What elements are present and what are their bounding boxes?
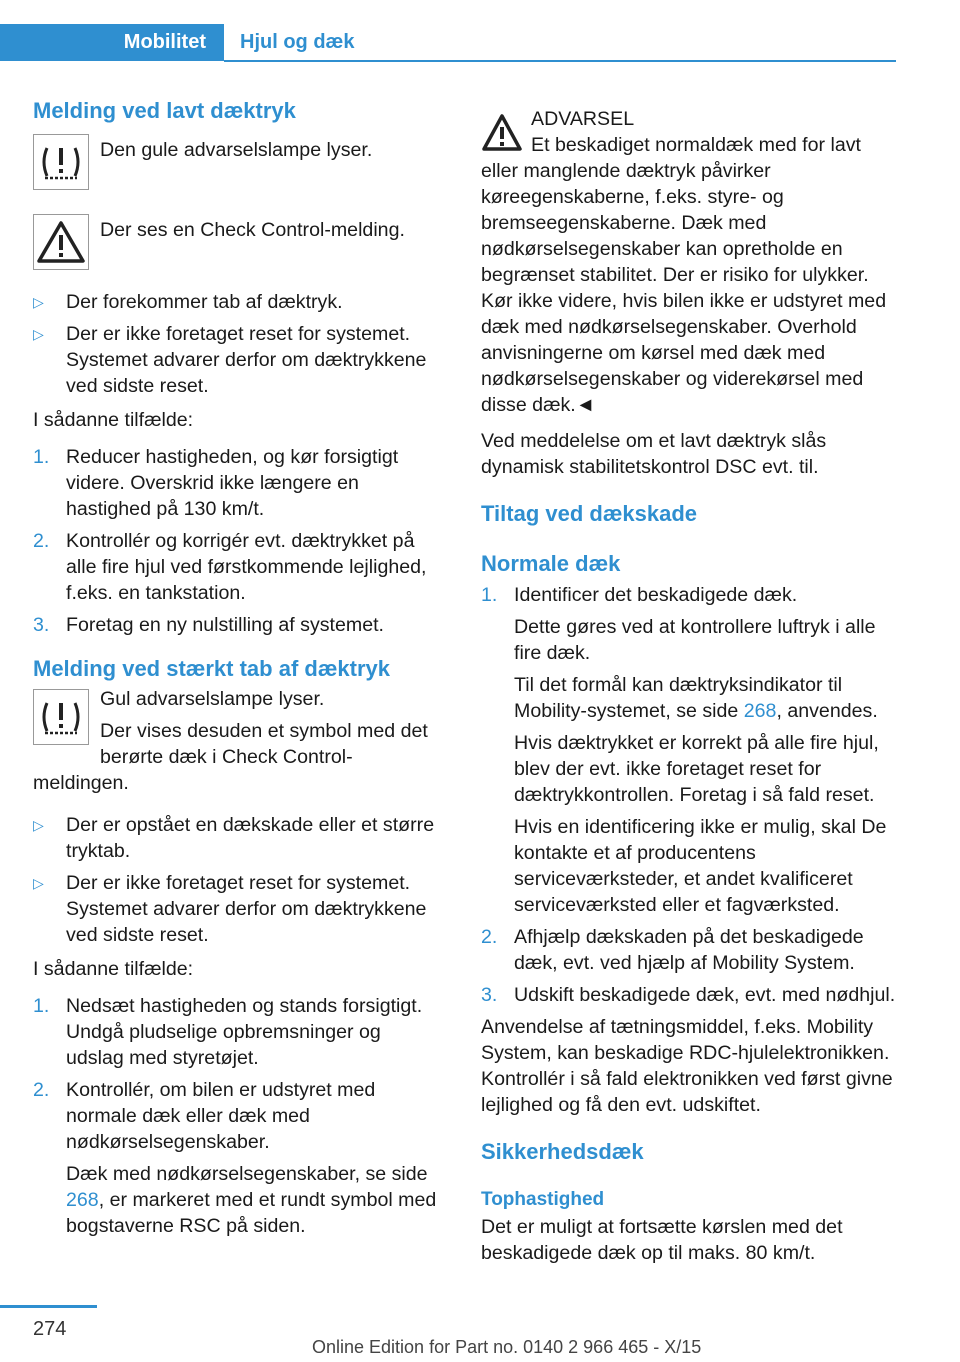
list-item: 1. Reducer hastigheden, og kør forsigtigt videre. Overskrid ikke længere en hastighed på 130 km/t. xyxy=(33,446,399,520)
bullet-arrow-icon: ▷ xyxy=(33,294,44,310)
warning-title: ADVARSEL xyxy=(531,108,635,130)
strong-icon-text1: Gul advarselslampe lyser. xyxy=(100,688,325,710)
list-item: 1. Nedsæt hastigheden og stands forsigtigt. Undgå pludselige opbremsninger og udslag med styretøjet. xyxy=(33,995,423,1069)
warning-triangle-icon xyxy=(481,112,523,154)
topspeed-text: Det er muligt at fortsætte kørslen med det beskadigede dæk op til maks. 80 km/t. xyxy=(481,1216,843,1264)
case-intro: I sådanne tilfælde: xyxy=(33,409,194,431)
list-item: 2. Afhjælp dækskaden på det beskadigede dæk, evt. ved hjælp af Mobility System. xyxy=(481,926,864,974)
list-item: ▷ Der er opstået en dækskade eller et større tryktab. xyxy=(33,814,435,862)
damage-steps-list xyxy=(481,582,896,1008)
heading-strong-loss: Melding ved stærkt tab af dæktryk xyxy=(33,656,390,681)
list-item: ▷ Der er ikke foretaget reset for systemet. Systemet advarer derfor om dæktrykkene ved sidste reset. xyxy=(33,323,427,397)
footer-divider xyxy=(0,1305,97,1308)
strong-steps-list xyxy=(33,993,443,1239)
heading-top-speed: Tophastighed xyxy=(481,1189,605,1210)
bullet-arrow-icon: ▷ xyxy=(33,817,44,833)
left-column xyxy=(33,96,443,1239)
list-item: 3. Foretag en ny nulstilling af systemet. xyxy=(33,614,385,636)
bullet-arrow-icon: ▷ xyxy=(33,326,44,342)
sealant-text: Anvendelse af tætningsmiddel, f.eks. Mobility System, kan beskadige RDC-hjulelektronikken. Kontrollér i så fald elektronikken ved først givne lejlighed og få den evt. udskiftet. xyxy=(481,1016,893,1116)
strong-icon-text2: Der vises desuden et symbol med det berørte dæk i Check Control-meldingen. xyxy=(33,720,428,794)
list-item: 1. Identificer det beskadigede dæk. Dette gøres ved at kontrollere luftryk i alle fire dæk. Til det formål kan dæktryksindikator til Mobility-systemet, se side 268, anvendes. Hvis dæktrykket er korrekt på alle fire hjul, blev der evt. ikke foretaget reset for dæktrykkontrollen. Foretag i så fald reset. Hvis en identificering ikke er mulig, skal De kontakte et af producentens serviceværksteder, et andet kvalificeret serviceværksted eller et fagværksted. xyxy=(481,584,887,916)
heading-low-pressure: Melding ved lavt dæktryk xyxy=(33,98,296,123)
bullet-arrow-icon: ▷ xyxy=(33,875,44,891)
tire-pressure-warning-icon xyxy=(33,689,89,745)
edition-note: Online Edition for Part no. 0140 2 966 465 - X/15 xyxy=(312,1337,702,1357)
list-item: 2. Kontrollér og korrigér evt. dæktrykket på alle fire hjul ved førstkommende lejlighed, f.eks. en tankstation. xyxy=(33,530,427,604)
list-item: 2. Kontrollér, om bilen er udstyret med normale dæk eller dæk med nødkørselsegenskaber. Dæk med nødkørselsegenskaber, se side 268, er markeret med et rundt symbol med bogstaverne RSC på siden. xyxy=(33,1079,437,1237)
low-icon1-text: Den gule advarselslampe lyser. xyxy=(100,139,373,161)
page-header xyxy=(0,0,960,62)
heading-normal-tires: Normale dæk xyxy=(481,551,621,576)
strong-lamp-block xyxy=(33,686,443,796)
dsc-text: Ved meddelelse om et lavt dæktryk slås dynamisk stabilitetskontrol DSC evt. til. xyxy=(481,430,827,478)
tab-mobilitet[interactable]: Mobilitet xyxy=(0,24,224,61)
low-steps-list xyxy=(33,444,443,638)
page-number: 274 xyxy=(33,1318,67,1340)
tpms-lamp-block xyxy=(33,134,443,200)
case-intro-2: I sådanne tilfælde: xyxy=(33,958,194,980)
page-link-268[interactable]: 268 xyxy=(66,1189,99,1211)
page-link-268[interactable]: 268 xyxy=(743,700,777,722)
list-item: 3. Udskift beskadigede dæk, evt. med nødhjul. xyxy=(481,984,896,1006)
right-column xyxy=(481,96,896,1266)
warning-box xyxy=(481,106,896,418)
list-item: ▷ Der er ikke foretaget reset for systemet. Systemet advarer derfor om dæktrykkene ved sidste reset. xyxy=(33,872,427,946)
warning-text: Et beskadiget normaldæk med for lavt eller manglende dæktryk påvirker køreegenskaberne, f.eks. styre- og bremseegenskaberne. Dæk med nødkørselsegenskaber kan opretholde en begrænset stabilitet. Der er risiko for ulykker. Kør ikke videre, hvis bilen ikke er udstyret med dæk med nødkørselsegenskaber. Overhold anvisningerne om kørsel med dæk med nødkørselsegenskaber og viderekørsel med disse dæk.◄ xyxy=(481,134,887,416)
check-control-block xyxy=(33,214,443,276)
heading-safety-tires: Sikkerhedsdæk xyxy=(481,1139,644,1164)
low-icon2-text: Der ses en Check Control-melding. xyxy=(100,219,405,241)
header-divider xyxy=(224,60,896,62)
tire-pressure-warning-icon xyxy=(33,134,89,190)
strong-causes-list xyxy=(33,812,443,948)
tab-hjul-og-daek[interactable]: Hjul og dæk xyxy=(240,31,355,53)
warning-triangle-icon xyxy=(33,214,89,270)
list-item: ▷ Der forekommer tab af dæktryk. xyxy=(33,291,343,313)
low-causes-list xyxy=(33,289,443,399)
heading-tire-damage: Tiltag ved dækskade xyxy=(481,501,698,526)
